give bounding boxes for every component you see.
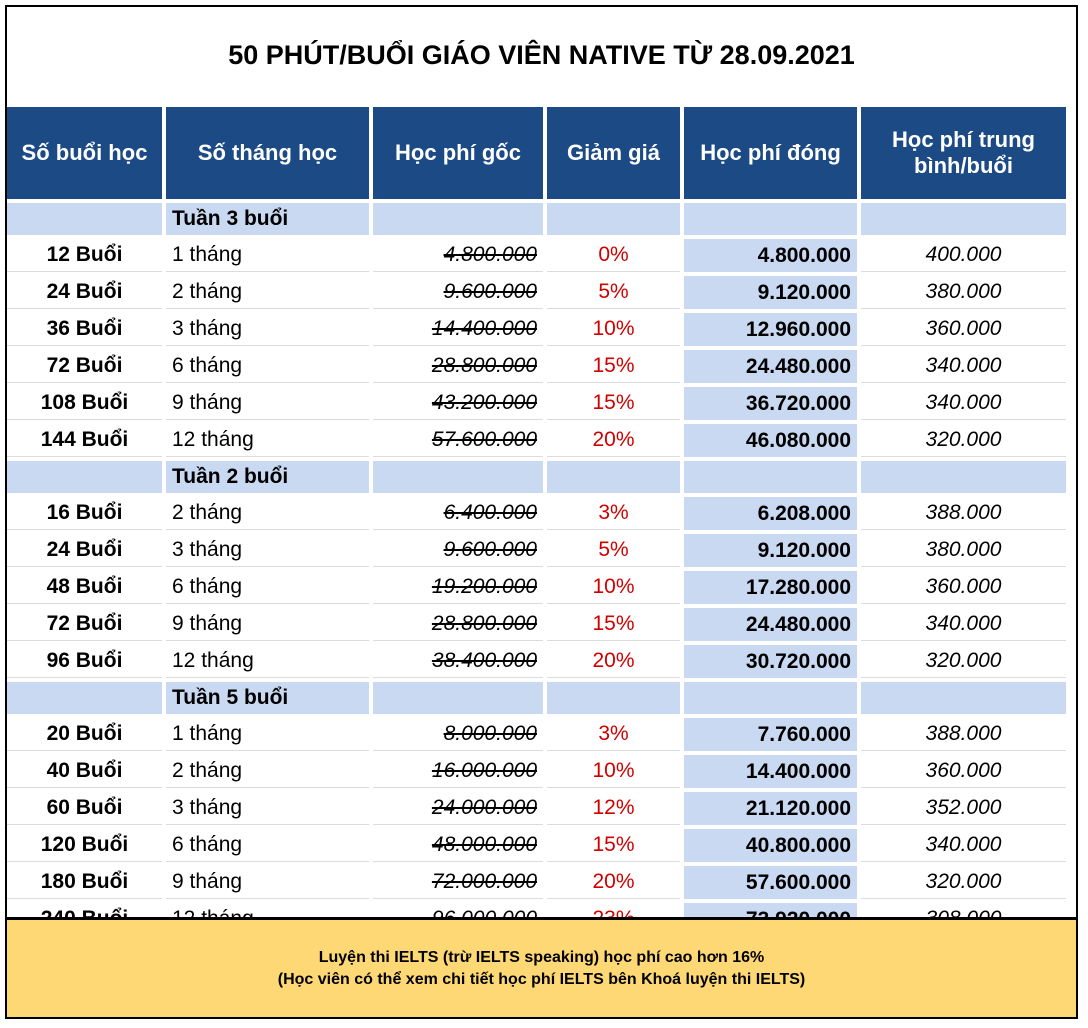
cell-sessions: 16 Buổi <box>7 497 162 530</box>
cell-discount: 10% <box>547 313 680 346</box>
section-cell <box>861 461 1066 493</box>
cell-months: 1 tháng <box>166 239 369 272</box>
cell-average-fee: 340.000 <box>861 829 1066 862</box>
section-row <box>7 682 1066 714</box>
table-row <box>7 645 1066 678</box>
cell-sessions: 72 Buổi <box>7 608 162 641</box>
cell-original-fee: 9.600.000 <box>373 534 543 567</box>
cell-original-fee: 8.000.000 <box>373 718 543 751</box>
header-row <box>7 107 1066 199</box>
table-row <box>7 755 1066 788</box>
cell-discount: 20% <box>547 866 680 899</box>
cell-paid-fee: 57.600.000 <box>684 866 857 899</box>
ielts-note <box>7 917 1076 1017</box>
header-paid-fee: Học phí đóng <box>684 107 857 199</box>
cell-average-fee: 380.000 <box>861 276 1066 309</box>
table-row <box>7 387 1066 420</box>
header-discount: Giảm giá <box>547 107 680 199</box>
section-label: Tuần 3 buổi <box>166 203 369 235</box>
cell-discount: 20% <box>547 424 680 457</box>
cell-paid-fee: 17.280.000 <box>684 571 857 604</box>
cell-discount: 5% <box>547 276 680 309</box>
section-cell <box>7 682 162 714</box>
cell-sessions: 40 Buổi <box>7 755 162 788</box>
cell-sessions: 120 Buổi <box>7 829 162 862</box>
cell-months: 12 tháng <box>166 645 369 678</box>
cell-original-fee: 43.200.000 <box>373 387 543 420</box>
cell-months: 3 tháng <box>166 534 369 567</box>
section-cell <box>684 682 857 714</box>
cell-average-fee: 380.000 <box>861 534 1066 567</box>
cell-paid-fee: 36.720.000 <box>684 387 857 420</box>
cell-paid-fee: 46.080.000 <box>684 424 857 457</box>
table-row <box>7 718 1066 751</box>
cell-average-fee: 340.000 <box>861 608 1066 641</box>
cell-months: 9 tháng <box>166 608 369 641</box>
cell-discount: 10% <box>547 755 680 788</box>
cell-average-fee: 352.000 <box>861 792 1066 825</box>
cell-original-fee: 14.400.000 <box>373 313 543 346</box>
cell-sessions: 20 Buổi <box>7 718 162 751</box>
cell-sessions: 72 Buổi <box>7 350 162 383</box>
cell-average-fee: 360.000 <box>861 571 1066 604</box>
section-row <box>7 203 1066 235</box>
header-months: Số tháng học <box>166 107 369 199</box>
cell-months: 9 tháng <box>166 866 369 899</box>
cell-original-fee: 19.200.000 <box>373 571 543 604</box>
note-line-2: (Học viên có thể xem chi tiết học phí IELTS bên Khoá luyện thi IELTS) <box>277 970 806 988</box>
cell-original-fee: 24.000.000 <box>373 792 543 825</box>
cell-average-fee: 340.000 <box>861 387 1066 420</box>
section-cell <box>547 461 680 493</box>
cell-original-fee: 57.600.000 <box>373 424 543 457</box>
cell-months: 12 tháng <box>166 424 369 457</box>
cell-original-fee: 38.400.000 <box>373 645 543 678</box>
cell-discount: 15% <box>547 829 680 862</box>
cell-discount: 15% <box>547 608 680 641</box>
table-row <box>7 866 1066 899</box>
section-row <box>7 461 1066 493</box>
price-sheet <box>5 5 1078 1019</box>
cell-months: 3 tháng <box>166 313 369 346</box>
cell-paid-fee: 4.800.000 <box>684 239 857 272</box>
cell-average-fee: 400.000 <box>861 239 1066 272</box>
cell-paid-fee: 24.480.000 <box>684 350 857 383</box>
cell-original-fee: 6.400.000 <box>373 497 543 530</box>
cell-original-fee: 4.800.000 <box>373 239 543 272</box>
cell-original-fee: 16.000.000 <box>373 755 543 788</box>
table-row <box>7 571 1066 604</box>
cell-discount: 15% <box>547 387 680 420</box>
cell-months: 2 tháng <box>166 755 369 788</box>
section-label: Tuần 5 buổi <box>166 682 369 714</box>
cell-discount: 0% <box>547 239 680 272</box>
cell-sessions: 180 Buổi <box>7 866 162 899</box>
table-row <box>7 608 1066 641</box>
section-cell <box>547 682 680 714</box>
table-body <box>7 203 1066 936</box>
table-row <box>7 534 1066 567</box>
table-row <box>7 829 1066 862</box>
cell-average-fee: 320.000 <box>861 866 1066 899</box>
section-cell <box>373 461 543 493</box>
cell-paid-fee: 24.480.000 <box>684 608 857 641</box>
cell-original-fee: 72.000.000 <box>373 866 543 899</box>
section-cell <box>861 682 1066 714</box>
table-row <box>7 497 1066 530</box>
cell-months: 1 tháng <box>166 718 369 751</box>
cell-discount: 3% <box>547 718 680 751</box>
cell-paid-fee: 7.760.000 <box>684 718 857 751</box>
cell-sessions: 48 Buổi <box>7 571 162 604</box>
cell-original-fee: 28.800.000 <box>373 608 543 641</box>
cell-discount: 15% <box>547 350 680 383</box>
price-table <box>3 103 1070 940</box>
table-row <box>7 239 1066 272</box>
cell-sessions: 144 Buổi <box>7 424 162 457</box>
cell-sessions: 36 Buổi <box>7 313 162 346</box>
cell-discount: 3% <box>547 497 680 530</box>
cell-months: 6 tháng <box>166 350 369 383</box>
cell-sessions: 24 Buổi <box>7 276 162 309</box>
section-cell <box>547 203 680 235</box>
cell-paid-fee: 9.120.000 <box>684 534 857 567</box>
cell-original-fee: 9.600.000 <box>373 276 543 309</box>
cell-average-fee: 388.000 <box>861 497 1066 530</box>
cell-paid-fee: 21.120.000 <box>684 792 857 825</box>
section-cell <box>861 203 1066 235</box>
cell-sessions: 108 Buổi <box>7 387 162 420</box>
section-cell <box>7 203 162 235</box>
note-line-1: Luyện thi IELTS (trừ IELTS speaking) học phí cao hơn 16% <box>318 948 765 966</box>
cell-average-fee: 360.000 <box>861 755 1066 788</box>
page-title: 50 PHÚT/BUỔI GIÁO VIÊN NATIVE TỪ 28.09.2021 <box>228 39 855 70</box>
cell-paid-fee: 30.720.000 <box>684 645 857 678</box>
cell-months: 9 tháng <box>166 387 369 420</box>
cell-sessions: 12 Buổi <box>7 239 162 272</box>
cell-sessions: 96 Buổi <box>7 645 162 678</box>
cell-average-fee: 388.000 <box>861 718 1066 751</box>
cell-sessions: 60 Buổi <box>7 792 162 825</box>
section-cell <box>373 682 543 714</box>
header-original-fee: Học phí gốc <box>373 107 543 199</box>
cell-average-fee: 320.000 <box>861 424 1066 457</box>
cell-months: 3 tháng <box>166 792 369 825</box>
table-row <box>7 313 1066 346</box>
cell-original-fee: 28.800.000 <box>373 350 543 383</box>
table-row <box>7 792 1066 825</box>
section-label: Tuần 2 buổi <box>166 461 369 493</box>
header-sessions: Số buổi học <box>7 107 162 199</box>
cell-paid-fee: 14.400.000 <box>684 755 857 788</box>
cell-months: 6 tháng <box>166 829 369 862</box>
cell-average-fee: 360.000 <box>861 313 1066 346</box>
table-row <box>7 276 1066 309</box>
cell-discount: 12% <box>547 792 680 825</box>
cell-paid-fee: 12.960.000 <box>684 313 857 346</box>
cell-paid-fee: 9.120.000 <box>684 276 857 309</box>
cell-average-fee: 340.000 <box>861 350 1066 383</box>
cell-discount: 20% <box>547 645 680 678</box>
cell-months: 6 tháng <box>166 571 369 604</box>
section-cell <box>684 461 857 493</box>
section-cell <box>7 461 162 493</box>
cell-months: 2 tháng <box>166 497 369 530</box>
cell-discount: 10% <box>547 571 680 604</box>
section-cell <box>684 203 857 235</box>
cell-discount: 5% <box>547 534 680 567</box>
table-row <box>7 350 1066 383</box>
cell-original-fee: 48.000.000 <box>373 829 543 862</box>
cell-average-fee: 320.000 <box>861 645 1066 678</box>
cell-sessions: 24 Buổi <box>7 534 162 567</box>
cell-paid-fee: 6.208.000 <box>684 497 857 530</box>
cell-months: 2 tháng <box>166 276 369 309</box>
section-cell <box>373 203 543 235</box>
header-average-fee: Học phí trung bình/buổi <box>861 107 1066 199</box>
table-row <box>7 424 1066 457</box>
cell-paid-fee: 40.800.000 <box>684 829 857 862</box>
